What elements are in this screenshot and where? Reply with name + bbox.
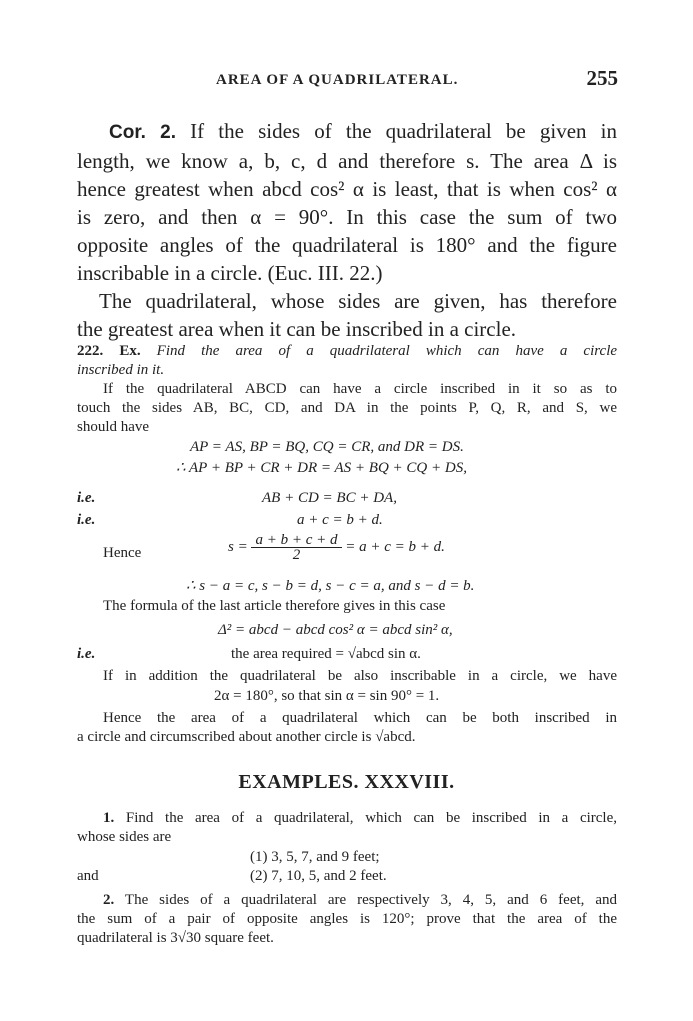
text-span: The sides of a quadrilateral are respectively 3, 4, 5, and 6 feet, and xyxy=(124,892,617,908)
equation-semiperimeter xyxy=(228,533,445,562)
ie-label: i.e. xyxy=(77,646,96,662)
article-number: 222. xyxy=(77,343,104,359)
text-line: opposite angles of the quadrilateral is 180° and the figure xyxy=(77,233,617,257)
equation-tangents: AP = AS, BP = BQ, CQ = CR, and DR = DS. xyxy=(190,439,464,455)
text-line: the greatest area when it can be inscribed in a circle. xyxy=(77,317,517,341)
text-line: inscribed in it. xyxy=(77,362,165,378)
corollary-paragraph xyxy=(77,117,617,343)
article-222-continued xyxy=(77,667,617,686)
text-line: If in addition the quadrilateral be also inscribable in a circle, we have xyxy=(103,668,617,684)
example-number: 1. xyxy=(103,810,115,826)
text-line: touch the sides AB, BC, CD, and DA in the points P, Q, R, and S, we xyxy=(77,400,617,416)
text-line xyxy=(77,891,617,910)
corollary-label: Cor. 2. xyxy=(109,122,176,143)
s-rhs: = a + c = b + d. xyxy=(345,539,445,555)
example-number: 2. xyxy=(103,892,115,908)
equation-sum: ∴ AP + BP + CR + DR = AS + BQ + CQ + DS, xyxy=(176,460,467,476)
running-head: AREA OF A QUADRILATERAL. xyxy=(216,72,459,88)
hence-label: Hence xyxy=(103,545,142,561)
text-line: If the quadrilateral ABCD can have a circle inscribed in it so as to xyxy=(103,381,617,397)
text-span: Find the area of a quadrilateral, which can be inscribed in a circle, xyxy=(125,810,617,826)
example-1 xyxy=(77,809,617,847)
equation-area-squared: Δ² = abcd − abcd cos² α = abcd sin² α, xyxy=(218,622,453,638)
article-222-conclusion xyxy=(77,709,617,747)
text-line: The formula of the last article therefore gives in this case xyxy=(103,598,446,614)
fraction-denominator: 2 xyxy=(292,547,301,563)
text-span: If the sides of the quadrilateral be given in xyxy=(190,119,618,143)
text-line: hence greatest when abcd cos² α is least, that is when cos² α xyxy=(77,177,617,201)
article-222 xyxy=(77,342,617,437)
and-label: and xyxy=(77,868,99,884)
text-line: the sum of a pair of opposite angles is 120°; prove that the area of the xyxy=(77,911,617,927)
text-line: is zero, and then α = 90°. In this case the sum of two xyxy=(77,205,617,229)
text-line xyxy=(77,342,617,361)
equation-differences: ∴ s − a = c, s − b = d, s − c = a, and s − d = b. xyxy=(186,578,475,594)
text-line: should have xyxy=(77,419,150,435)
section-heading: EXAMPLES. XXXVIII. xyxy=(238,771,455,793)
text-line: Hence the area of a quadrilateral which can be both inscribed in xyxy=(103,710,617,726)
text-line: length, we know a, b, c, d and therefore s. The area Δ is xyxy=(77,149,617,173)
text-line xyxy=(77,809,617,828)
example-1-part-1: (1) 3, 5, 7, and 9 feet; xyxy=(250,849,380,865)
example-2 xyxy=(77,891,617,948)
text-line: quadrilateral is 3√30 square feet. xyxy=(77,930,274,946)
equation-opposite: a + c = b + d. xyxy=(297,512,383,528)
fraction-numerator: a + b + c + d xyxy=(251,533,341,548)
text-line: whose sides are xyxy=(77,829,172,845)
equation-angle: 2α = 180°, so that sin α = sin 90° = 1. xyxy=(214,688,440,704)
text-line: The quadrilateral, whose sides are given, has therefore xyxy=(99,289,617,313)
question-text: Find the area of a quadrilateral which can have a circle xyxy=(156,343,618,359)
example-label: Ex. xyxy=(119,343,141,359)
text-line xyxy=(77,117,617,147)
example-1-part-2: (2) 7, 10, 5, and 2 feet. xyxy=(250,868,387,884)
text-line: a circle and circumscribed about another circle is √abcd. xyxy=(77,729,416,745)
s-lhs: s = xyxy=(228,539,248,555)
equation-sides: AB + CD = BC + DA, xyxy=(262,490,397,506)
page-number: 255 xyxy=(586,66,618,90)
equation-area: the area required = √abcd sin α. xyxy=(231,646,421,662)
ie-label: i.e. xyxy=(77,512,96,528)
text-line: inscribable in a circle. (Euc. III. 22.) xyxy=(77,261,383,285)
ie-label: i.e. xyxy=(77,490,96,506)
fraction xyxy=(251,533,341,562)
